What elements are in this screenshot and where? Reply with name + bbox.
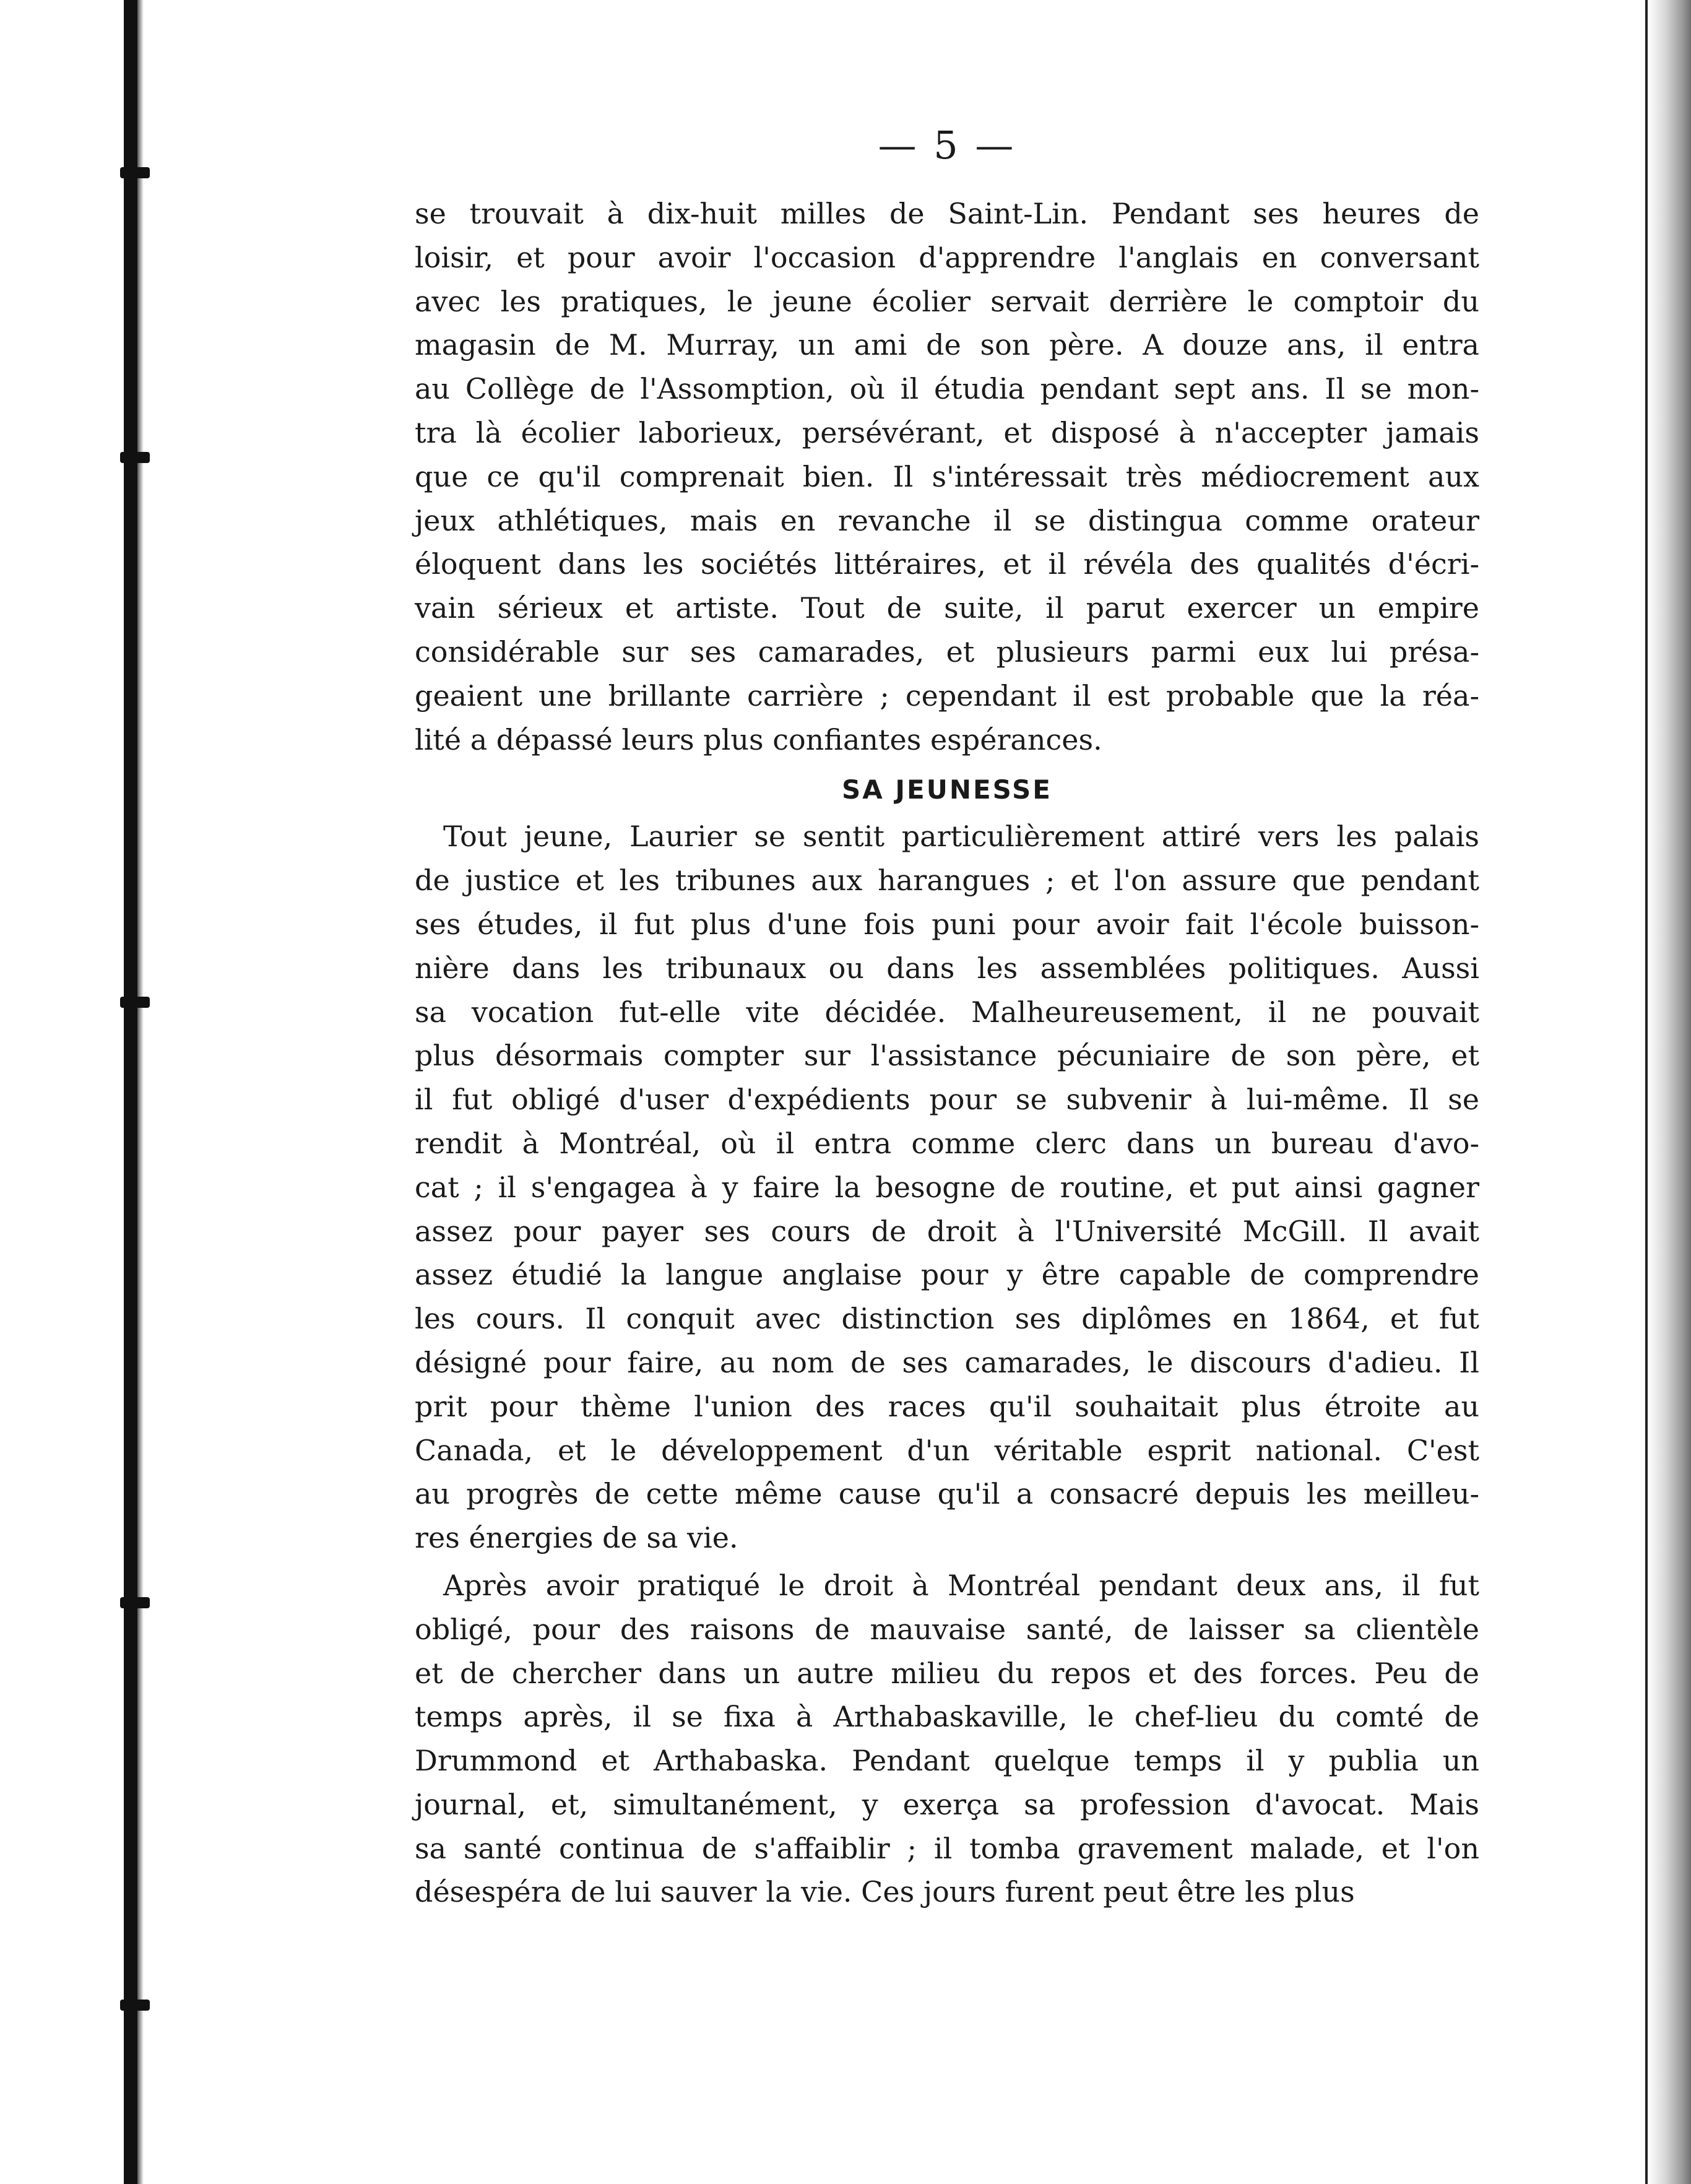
- paragraph: [415, 192, 1479, 761]
- text-line: temps après, il se fixa à Arthabaskaville, le chef-lieu du comté de: [415, 1700, 1479, 1734]
- text-line: lité a dépassé leurs plus confiantes espérances.: [415, 722, 1102, 756]
- text-line: de justice et les tribunes aux harangues ; et l'on assure que pendant: [415, 864, 1479, 898]
- page-content: [415, 118, 1479, 1918]
- paragraph: [415, 1564, 1479, 1914]
- text-line: éloquent dans les sociétés littéraires, et il révéla des qualités d'écri-: [415, 547, 1479, 581]
- text-line: tra là écolier laborieux, persévérant, et disposé à n'accepter jamais: [415, 415, 1479, 449]
- text-line: prit pour thème l'union des races qu'il souhaitait plus étroite au: [415, 1389, 1479, 1423]
- binding-stitch: [120, 997, 150, 1008]
- text-line: se trouvait à dix-huit milles de Saint-Lin. Pendant ses heures de: [415, 197, 1479, 230]
- text-line: assez étudié la langue anglaise pour y être capable de comprendre: [415, 1258, 1479, 1292]
- binding-shadow: [137, 0, 144, 2184]
- text-line: et de chercher dans un autre milieu du repos et des forces. Peu de: [415, 1656, 1479, 1690]
- binding-stitch: [120, 167, 150, 178]
- text-line: rendit à Montréal, où il entra comme clerc dans un bureau d'avo-: [415, 1126, 1479, 1160]
- binding-stitch: [120, 2000, 150, 2011]
- text-line: que ce qu'il comprenait bien. Il s'intéressait très médiocrement aux: [415, 459, 1479, 493]
- text-line: magasin de M. Murray, un ami de son père. A douze ans, il entra: [415, 328, 1479, 362]
- text-line: sa santé continua de s'affaiblir ; il tomba gravement malade, et l'on: [415, 1831, 1479, 1865]
- text-line: Après avoir pratiqué le droit à Montréal pendant deux ans, il fut: [443, 1568, 1479, 1602]
- text-line: ses études, il fut plus d'une fois puni pour avoir fait l'école buisson-: [415, 907, 1479, 941]
- binding-stitch: [120, 452, 150, 463]
- text-line: considérable sur ses camarades, et plusieurs parmi eux lui présa-: [415, 635, 1479, 669]
- text-line: sa vocation fut-elle vite décidée. Malheureusement, il ne pouvait: [415, 995, 1479, 1029]
- text-line: au progrès de cette même cause qu'il a consacré depuis les meilleu-: [415, 1477, 1479, 1511]
- text-line: les cours. Il conquit avec distinction ses diplômes en 1864, et fut: [415, 1302, 1479, 1336]
- text-line: Canada, et le développement d'un véritable esprit national. C'est: [415, 1433, 1479, 1467]
- text-line: vain sérieux et artiste. Tout de suite, il parut exercer un empire: [415, 591, 1479, 625]
- paragraph: [415, 815, 1479, 1560]
- text-line: plus désormais compter sur l'assistance pécuniaire de son père, et: [415, 1039, 1479, 1073]
- text-line: nière dans les tribunaux ou dans les assemblées politiques. Aussi: [415, 951, 1479, 985]
- page-edge-shadow: [1648, 0, 1691, 2184]
- text-line: jeux athlétiques, mais en revanche il se distingua comme orateur: [415, 503, 1479, 537]
- text-line: loisir, et pour avoir l'occasion d'apprendre l'anglais en conversant: [415, 240, 1479, 274]
- page-number: — 5 —: [878, 123, 1016, 168]
- text-line: désigné pour faire, au nom de ses camarades, le discours d'adieu. Il: [415, 1345, 1479, 1379]
- text-line: geaient une brillante carrière ; cependant il est probable que la réa-: [415, 678, 1479, 713]
- text-line: obligé, pour des raisons de mauvaise santé, de laisser sa clientèle: [415, 1612, 1479, 1646]
- book-binding: [124, 0, 137, 2184]
- section-heading: SA JEUNESSE: [842, 774, 1052, 805]
- text-line: Drummond et Arthabaska. Pendant quelque temps il y publia un: [415, 1744, 1479, 1778]
- binding-stitch: [120, 1597, 150, 1608]
- text-line: cat ; il s'engagea à y faire la besogne de routine, et put ainsi gagner: [415, 1170, 1479, 1204]
- text-line: assez pour payer ses cours de droit à l'Université McGill. Il avait: [415, 1214, 1479, 1248]
- text-line: il fut obligé d'user d'expédients pour se subvenir à lui-même. Il se: [415, 1083, 1479, 1117]
- text-line: désespéra de lui sauver la vie. Ces jours furent peut être les plus: [415, 1875, 1355, 1909]
- text-line: journal, et, simultanément, y exerça sa profession d'avocat. Mais: [415, 1787, 1479, 1821]
- text-line: au Collège de l'Assomption, où il étudia pendant sept ans. Il se mon-: [415, 372, 1479, 406]
- text-line: res énergies de sa vie.: [415, 1521, 738, 1555]
- text-line: avec les pratiques, le jeune écolier servait derrière le comptoir du: [415, 284, 1479, 318]
- text-line: Tout jeune, Laurier se sentit particulièrement attiré vers les palais: [443, 820, 1479, 854]
